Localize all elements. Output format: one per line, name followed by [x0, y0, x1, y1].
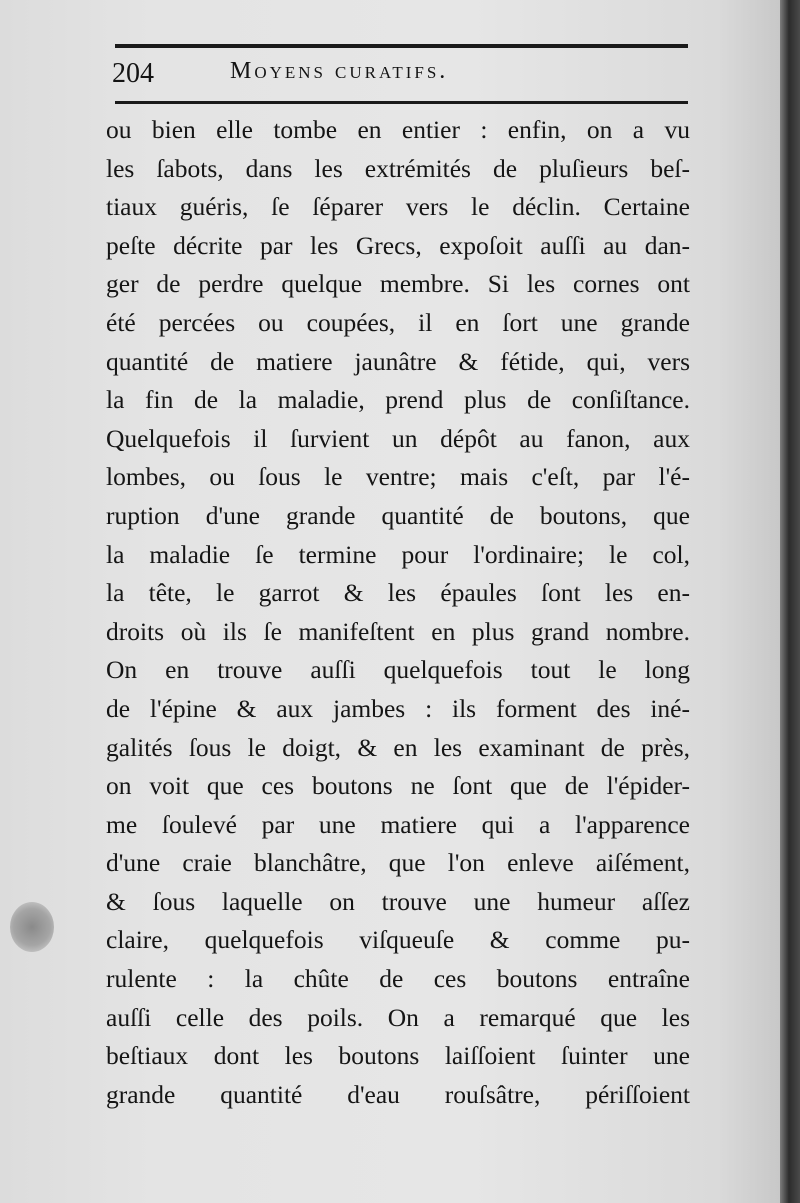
text-line: la fin de la maladie, prend plus de conſiſtance.: [106, 385, 690, 415]
text-line: auſſi celle des poils. On a remarqué que les: [106, 1002, 690, 1032]
body-text: [106, 111, 690, 1114]
text-line: Quelquefois il ſurvient un dépôt au fanon, aux: [106, 423, 690, 453]
text-line: de l'épine & aux jambes : ils forment des iné-: [106, 693, 690, 723]
text-line: lombes, ou ſous le ventre; mais c'eſt, par l'é-: [106, 462, 690, 492]
text-line: ou bien elle tombe en entier : enfin, on a vu: [106, 115, 690, 144]
text-line: d'une craie blanchâtre, que l'on enleve aiſément,: [106, 848, 690, 878]
text-line: rulente : la chûte de ces boutons entraîne: [106, 964, 690, 994]
page-number: 204: [112, 58, 154, 89]
text-line: claire, quelquefois viſqueuſe & comme pu-: [106, 925, 690, 955]
text-line: la maladie ſe termine pour l'ordinaire; le col,: [106, 539, 690, 569]
text-line: on voit que ces boutons ne ſont que de l'épider-: [106, 771, 690, 801]
text-line: quantité de matiere jaunâtre & fétide, qui, vers: [106, 346, 690, 376]
running-title: Moyens curatifs.: [230, 58, 449, 84]
text-line: ruption d'une grande quantité de boutons, que: [106, 500, 690, 530]
text-line: les ſabots, dans les extrémités de pluſieurs beſ-: [106, 153, 690, 183]
text-line: été percées ou coupées, il en ſort une grande: [106, 307, 690, 337]
header-rule-top: [115, 44, 688, 48]
text-line: me ſoulevé par une matiere qui a l'apparence: [106, 809, 690, 839]
header-rule-bottom: [115, 101, 688, 104]
paper-stain: [10, 902, 54, 952]
page-edge: [780, 0, 800, 1203]
text-line: beſtiaux dont les boutons laiſſoient ſuinter une: [106, 1041, 690, 1071]
text-line: On en trouve auſſi quelquefois tout le long: [106, 655, 690, 685]
text-line: peſte décrite par les Grecs, expoſoit auſſi au dan-: [106, 230, 690, 260]
text-line: la tête, le garrot & les épaules ſont les en-: [106, 578, 690, 608]
text-line: grande quantité d'eau rouſsâtre, périſſoient: [106, 1079, 690, 1109]
text-line: galités ſous le doigt, & en les examinant de près,: [106, 732, 690, 762]
text-line: & ſous laquelle on trouve une humeur aſſez: [106, 886, 690, 916]
text-line: tiaux guéris, ſe ſéparer vers le déclin. Certaine: [106, 192, 690, 222]
text-line: droits où ils ſe manifeſtent en plus grand nombre.: [106, 616, 690, 646]
text-line: ger de perdre quelque membre. Si les cornes ont: [106, 269, 690, 299]
